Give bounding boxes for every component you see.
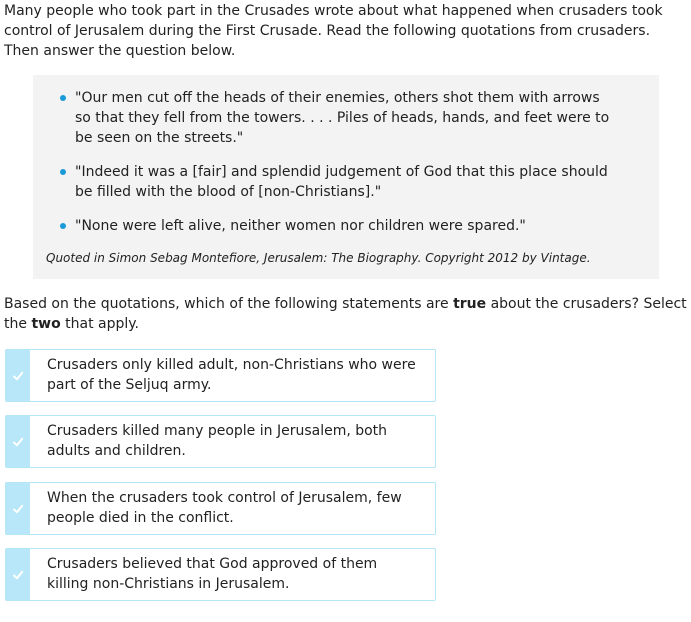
choice-checkbox[interactable] (6, 350, 30, 401)
answer-choice-1[interactable] (5, 349, 436, 402)
answer-choice-4[interactable] (5, 548, 436, 601)
checkmark-icon (12, 503, 24, 515)
choice-checkbox[interactable] (6, 549, 30, 600)
answer-choice-2[interactable] (5, 415, 436, 468)
quotation-text: "None were left alive, neither women nor children were spared." (75, 218, 526, 234)
question-prompt (4, 294, 688, 334)
choice-label: Crusaders killed many people in Jerusalem, both adults and children. (47, 423, 388, 459)
choice-checkbox[interactable] (6, 483, 30, 534)
choice-label: Crusaders believed that God approved of them killing non-Christians in Jerusalem. (47, 556, 378, 592)
checkmark-icon (12, 569, 24, 581)
quotation-box (33, 75, 659, 279)
choice-label: Crusaders only killed adult, non-Christians who were part of the Seljuq army. (47, 357, 416, 393)
intro-paragraph: Many people who took part in the Crusades wrote about what happened when crusaders took control of Jerusalem during the First Crusade. Read the following quotations from crusaders. Then answer the question below. (4, 3, 663, 59)
checkmark-icon (12, 436, 24, 448)
checkmark-icon (12, 370, 24, 382)
quotation-item (33, 88, 659, 148)
choice-checkbox[interactable] (6, 416, 30, 467)
quotation-item (33, 162, 659, 202)
quotation-text: "Indeed it was a [fair] and splendid judgement of God that this place should be filled with the blood of [non-Christians]." (75, 164, 608, 200)
bullet-dot-icon (60, 223, 66, 229)
citation: Quoted in Simon Sebag Montefiore, Jerusalem: The Biography. Copyright 2012 by Vintage. (46, 251, 591, 265)
answer-choice-3[interactable] (5, 482, 436, 535)
quotation-item (33, 216, 659, 236)
question-emphasis-true: true (453, 296, 487, 312)
question-text-part2: about the crusaders? Select the (4, 296, 687, 332)
bullet-dot-icon (60, 95, 66, 101)
question-text-part3: that apply. (60, 316, 139, 332)
quotation-text: "Our men cut off the heads of their enemies, others shot them with arrows so that they fell from the towers. . . . Piles of heads, hands, and feet were to be seen on the streets." (75, 90, 610, 146)
question-text-part1: Based on the quotations, which of the following statements are (4, 296, 454, 312)
question-emphasis-two: two (31, 316, 61, 332)
choice-label: When the crusaders took control of Jerusalem, few people died in the conflict. (47, 490, 402, 526)
quotation-list (33, 88, 659, 250)
bullet-dot-icon (60, 169, 66, 175)
